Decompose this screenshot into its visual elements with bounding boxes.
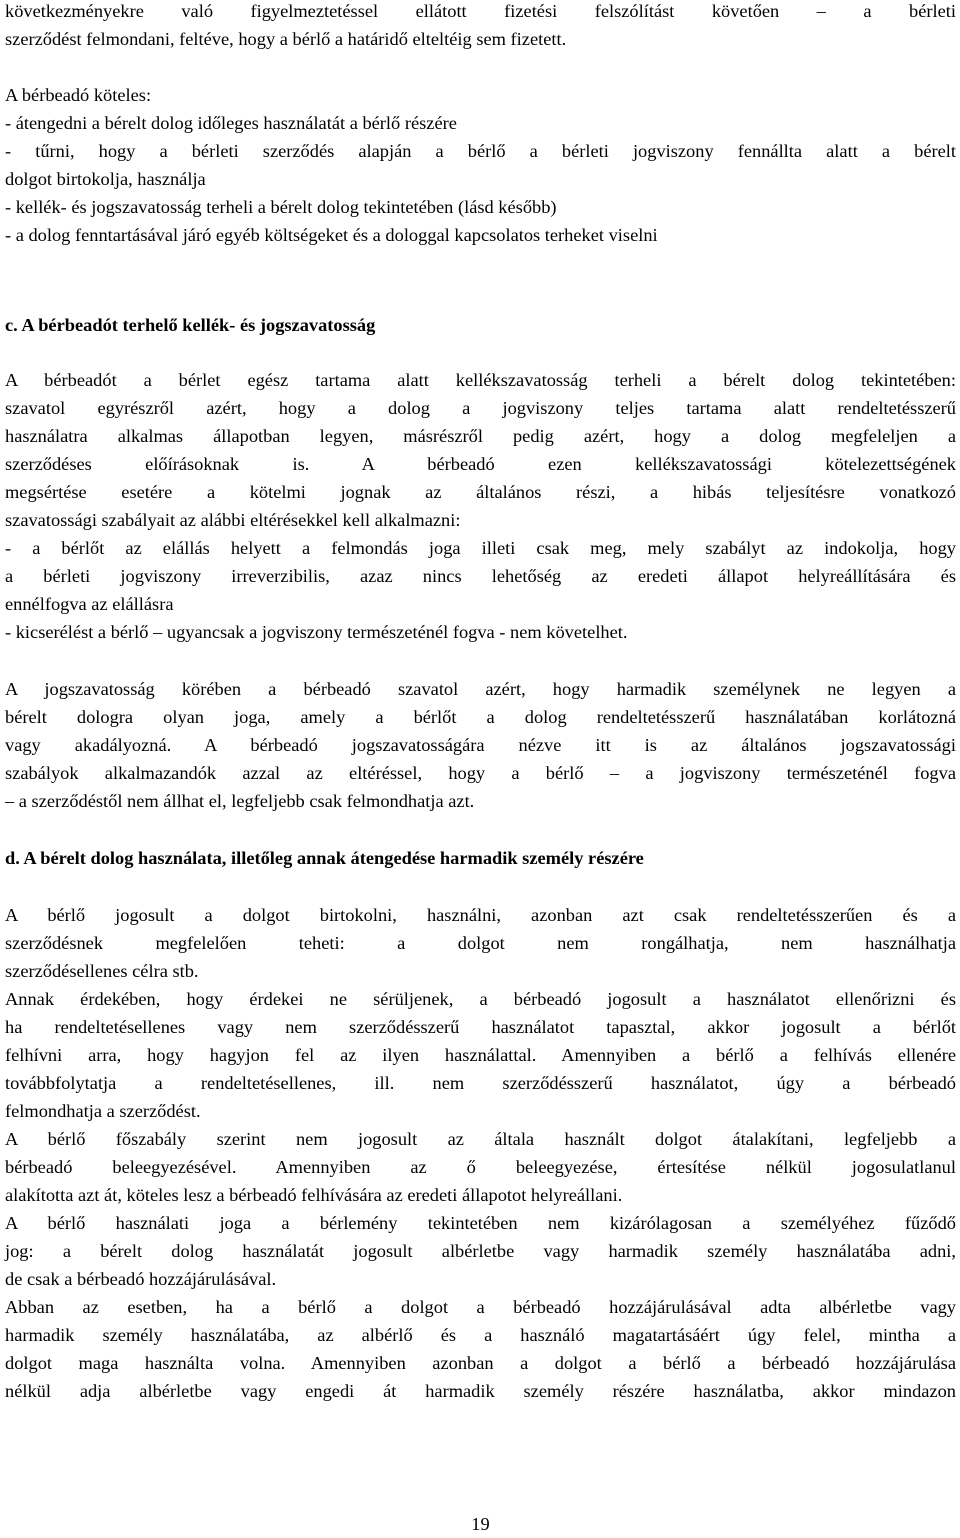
text-line: A bérlő főszabály szerint nem jogosult az általa használt dolgot átalakítani, legfeljebb a xyxy=(5,1129,956,1149)
text-line: harmadik személy használatába, az albérlő és a használó magatartásáért úgy felel, mintha a xyxy=(5,1325,956,1345)
text-line: A bérlő használati joga a bérlemény tekintetében nem kizárólagosan a személyéhez fűződő xyxy=(5,1213,956,1233)
text-line: dolgot maga használta volna. Amennyiben azonban a dolgot a bérlő a bérbeadó hozzájárulása xyxy=(5,1353,956,1373)
text-line: szerződésnek megfelelően teheti: a dolgot nem rongálhatja, nem használhatja xyxy=(5,933,956,953)
text-line: megsértése esetére a kötelmi jognak az általános részi, a hibás teljesítésre vonatkozó xyxy=(5,482,956,502)
text-line: szavatossági szabályait az alábbi eltérésekkel kell alkalmazni: xyxy=(5,510,461,530)
text-line: szerződést felmondani, feltéve, hogy a bérlő a határidő elteltéig sem fizetett. xyxy=(5,29,567,49)
section-heading-d: d. A bérelt dolog használata, illetőleg annak átengedése harmadik személy részére xyxy=(5,848,644,868)
text-line: ennélfogva az elállásra xyxy=(5,594,174,614)
text-line: alakította azt át, köteles lesz a bérbeadó felhívására az eredeti állapotot helyreállani. xyxy=(5,1185,623,1205)
text-line: - tűrni, hogy a bérleti szerződés alapján a bérlő a bérleti jogviszony fennállta alatt a bérelt xyxy=(5,141,956,161)
text-line: szerződésellenes célra stb. xyxy=(5,961,199,981)
text-line: jog: a bérelt dolog használatát jogosult albérletbe vagy harmadik személy használatába adni, xyxy=(5,1241,956,1261)
text-line: - kicserélést a bérlő – ugyancsak a jogviszony természeténél fogva - nem követelhet. xyxy=(5,622,628,642)
text-line: ha rendeltetésellenes vagy nem szerződésszerű használatot tapasztal, akkor jogosult a bérlőt xyxy=(5,1017,956,1037)
text-line: következményekre való figyelmeztetéssel ellátott fizetési felszólítást követően – a bérleti xyxy=(5,1,956,21)
document-page xyxy=(5,0,956,1537)
text-line: használatra alkalmas állapotban legyen, másrészről pedig azért, hogy a dolog megfeleljen a xyxy=(5,426,956,446)
text-line: A bérbeadó köteles: xyxy=(5,85,152,105)
text-line: nélkül adja albérletbe vagy engedi át harmadik személy részére használatba, akkor mindazon xyxy=(5,1381,956,1401)
text-line: vagy akadályozná. A bérbeadó jogszavatosságára nézve itt is az általános jogszavatossági xyxy=(5,735,956,755)
text-line: bérbeadó beleegyezésével. Amennyiben az ő beleegyezése, értesítése nélkül jogosulatlanul xyxy=(5,1157,956,1177)
text-line: - a bérlőt az elállás helyett a felmondás joga illeti csak meg, mely szabályt az indokolja, hogy xyxy=(5,538,956,558)
text-line: – a szerződéstől nem állhat el, legfeljebb csak felmondhatja azt. xyxy=(5,791,475,811)
text-line: - a dolog fenntartásával járó egyéb költségeket és a dologgal kapcsolatos terheket viselni xyxy=(5,225,658,245)
text-line: - átengedni a bérelt dolog időleges használatát a bérlő részére xyxy=(5,113,457,133)
text-line: de csak a bérbeadó hozzájárulásával. xyxy=(5,1269,277,1289)
text-line: dolgot birtokolja, használja xyxy=(5,169,206,189)
text-line: Abban az esetben, ha a bérlő a dolgot a bérbeadó hozzájárulásával adta albérletbe vagy xyxy=(5,1297,956,1317)
text-line: - kellék- és jogszavatosság terheli a bérelt dolog tekintetében (lásd később) xyxy=(5,197,557,217)
page-number: 19 xyxy=(471,1514,490,1534)
text-line: szerződéses előírásoknak is. A bérbeadó ezen kellékszavatossági kötelezettségének xyxy=(5,454,956,474)
text-line: Annak érdekében, hogy érdekei ne sérüljenek, a bérbeadó jogosult a használatot ellenőrizni és xyxy=(5,989,956,1009)
text-line: szavatol egyrészről azért, hogy a dolog a jogviszony teljes tartama alatt rendeltetésszerű xyxy=(5,398,956,418)
section-heading-c: c. A bérbeadót terhelő kellék- és jogszavatosság xyxy=(5,315,376,335)
text-line: felhívni arra, hogy hagyjon fel az ilyen használattal. Amennyiben a bérlő a felhívás ellenére xyxy=(5,1045,956,1065)
text-line: szabályok alkalmazandók azzal az eltéréssel, hogy a bérlő – a jogviszony természeténél fogva xyxy=(5,763,956,783)
text-line: A bérlő jogosult a dolgot birtokolni, használni, azonban azt csak rendeltetésszerűen és a xyxy=(5,905,956,925)
text-line: A jogszavatosság körében a bérbeadó szavatol azért, hogy harmadik személynek ne legyen a xyxy=(5,679,956,699)
text-line: felmondhatja a szerződést. xyxy=(5,1101,201,1121)
text-line: A bérbeadót a bérlet egész tartama alatt kellékszavatosság terheli a bérelt dolog tekintetében: xyxy=(5,370,956,390)
text-line: bérelt dologra olyan joga, amely a bérlőt a dolog rendeltetésszerű használatában korlátozná xyxy=(5,707,956,727)
text-line: a bérleti jogviszony irreverzibilis, azaz nincs lehetőség az eredeti állapot helyreállítására és xyxy=(5,566,956,586)
text-line: továbbfolytatja a rendeltetésellenes, ill. nem szerződésszerű használatot, úgy a bérbeadó xyxy=(5,1073,956,1093)
